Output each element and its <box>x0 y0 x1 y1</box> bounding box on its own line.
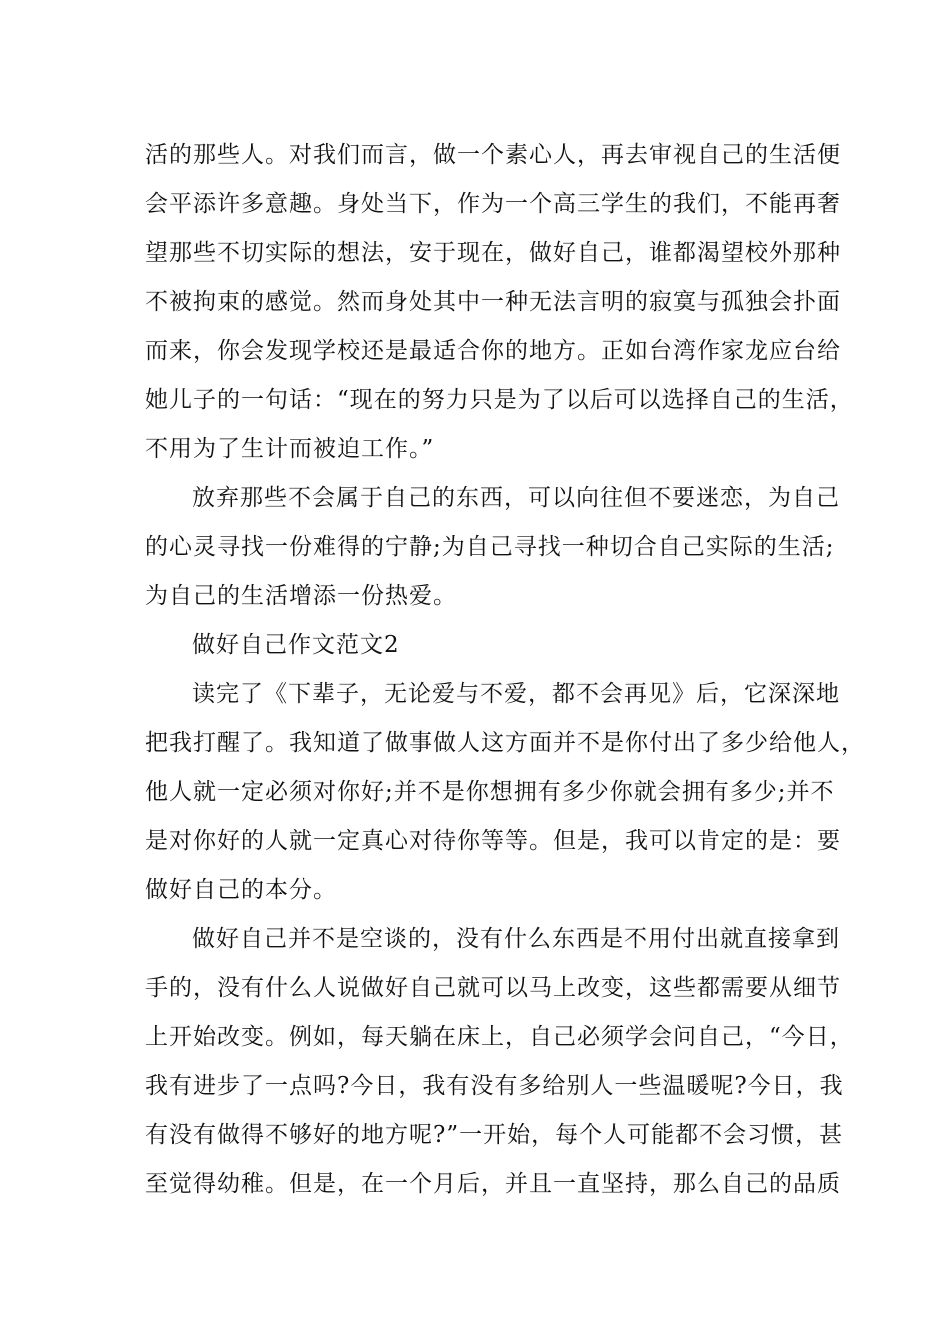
paragraph <box>145 132 854 475</box>
text-line: 不被拘束的感觉。然而身处其中一种无法言明的寂寞与孤独会扑面 <box>145 289 841 315</box>
text-line: 有没有做得不够好的地方呢?”一开始，每个人可能都不会习惯，甚 <box>145 1122 844 1148</box>
text-line: 会平添许多意趣。身处当下，作为一个高三学生的我们，不能再奢 <box>145 191 841 217</box>
text-line: 手的，没有什么人说做好自己就可以马上改变，这些都需要从细节 <box>145 975 841 1001</box>
section-heading <box>145 622 810 671</box>
text-line: 做好自己并不是空谈的，没有什么东西是不用付出就直接拿到 <box>192 926 840 952</box>
text-line: 放弃那些不会属于自己的东西，可以向往但不要迷恋，为自己 <box>192 485 840 511</box>
paragraph <box>145 671 865 916</box>
heading-text: 做好自己作文范文2 <box>192 632 400 658</box>
text-line: 她儿子的一句话：“现在的努力只是为了以后可以选择自己的生活， <box>145 387 854 413</box>
document-body <box>145 132 865 1210</box>
text-line: 而来，你会发现学校还是最适合你的地方。正如台湾作家龙应台给 <box>145 338 841 364</box>
text-line: 望那些不切实际的想法，安于现在，做好自己，谁都渴望校外那种 <box>145 240 841 266</box>
text-line: 的心灵寻找一份难得的宁静;为自己寻找一种切合自己实际的生活; <box>145 534 835 560</box>
text-line: 把我打醒了。我知道了做事做人这方面并不是你付出了多少给他人， <box>145 730 865 756</box>
text-line: 至觉得幼稚。但是，在一个月后，并且一直坚持，那么自己的品质 <box>145 1171 841 1197</box>
text-line: 上开始改变。例如，每天躺在床上，自己必须学会问自己，“今日， <box>145 1024 854 1050</box>
paragraph <box>145 916 854 1210</box>
paragraph <box>145 475 840 622</box>
text-line: 做好自己的本分。 <box>145 877 337 903</box>
text-line: 读完了《下辈子，无论爱与不爱，都不会再见》后，它深深地 <box>192 681 840 707</box>
text-line: 是对你好的人就一定真心对待你等等。但是，我可以肯定的是：要 <box>145 828 841 854</box>
text-line: 他人就一定必须对你好;并不是你想拥有多少你就会拥有多少;并不 <box>145 779 835 805</box>
text-line: 不用为了生计而被迫工作。” <box>145 436 435 462</box>
text-line: 为自己的生活增添一份热爱。 <box>145 583 457 609</box>
text-line: 我有进步了一点吗?今日，我有没有多给别人一些温暖呢?今日，我 <box>145 1073 844 1099</box>
text-line: 活的那些人。对我们而言，做一个素心人，再去审视自己的生活便 <box>145 142 841 168</box>
